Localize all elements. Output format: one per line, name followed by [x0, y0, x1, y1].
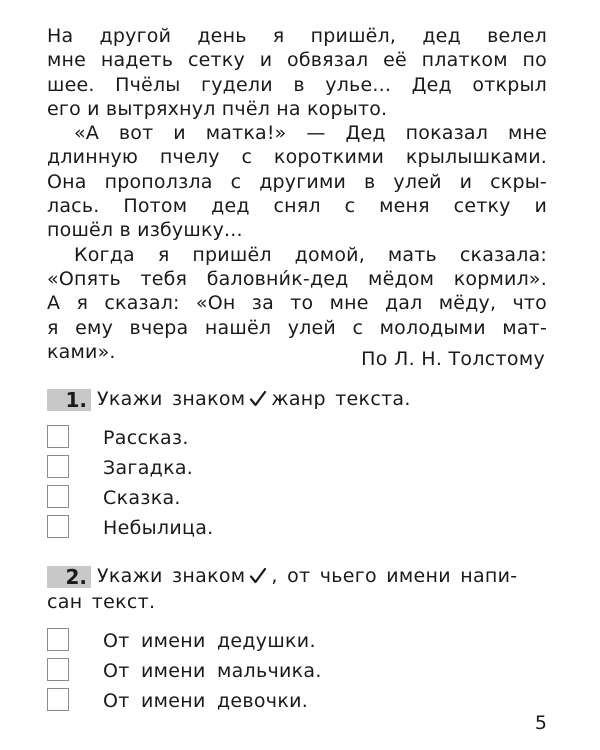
passage-line: «А вот и матка!» — Дед показал мне: [74, 122, 547, 145]
passage-line: Когда я пришёл домой, мать сказала:: [74, 243, 547, 266]
answer-option: [47, 484, 547, 514]
answer-checkbox[interactable]: [47, 515, 69, 538]
task-number-badge: 2.: [47, 566, 91, 588]
task-prompt: [97, 565, 517, 587]
page-number: 5: [534, 712, 547, 734]
passage-line: «Опять тебя баловни́к-дед мёдом кормил».: [47, 267, 547, 290]
answer-label: От имени мальчика.: [103, 660, 322, 682]
story-passage: [47, 24, 547, 364]
passage-line: мне надеть сетку и обвязал её платком по: [47, 49, 547, 72]
task-prompt-text: Укажи знаком: [97, 388, 246, 410]
passage-line: лась. Потом дед снял с меня сетку и: [47, 195, 547, 218]
passage-line: пошёл в избушку...: [47, 219, 243, 242]
passage-line: шее. Пчёлы гудели в улье... Дед открыл: [47, 73, 547, 96]
task-prompt: [97, 388, 411, 410]
answer-checkbox[interactable]: [47, 658, 69, 681]
answer-label: Сказка.: [103, 487, 181, 509]
passage-line: длинную пчелу с короткими крылышками.: [47, 146, 547, 169]
task-1-options: [47, 424, 547, 544]
task-2-heading: [47, 563, 547, 589]
task-prompt-text: жанр текста.: [271, 388, 411, 410]
answer-label: Рассказ.: [103, 427, 189, 449]
check-mark-icon: [249, 566, 267, 592]
author-attribution: По Л. Н. Толстому: [361, 348, 545, 370]
answer-label: Загадка.: [103, 457, 194, 479]
passage-line: его и вытряхнул пчёл на корыто.: [47, 97, 388, 120]
answer-checkbox[interactable]: [47, 425, 69, 448]
answer-checkbox[interactable]: [47, 485, 69, 508]
answer-option: [47, 424, 547, 454]
answer-checkbox[interactable]: [47, 628, 69, 651]
answer-option: [47, 687, 547, 717]
answer-option: [47, 454, 547, 484]
task-prompt-continuation: сан текст.: [47, 591, 156, 613]
task-prompt-text: , от чьего имени напи-: [271, 565, 518, 587]
answer-label: Небылица.: [103, 517, 214, 539]
answer-label: От имени девочки.: [103, 690, 309, 712]
answer-checkbox[interactable]: [47, 688, 69, 711]
answer-option: [47, 514, 547, 544]
passage-line: Она проползла с другими в улей и скры-: [47, 170, 547, 193]
task-prompt-text: Укажи знаком: [97, 565, 246, 587]
task-1-heading: [47, 386, 547, 412]
answer-checkbox[interactable]: [47, 455, 69, 478]
answer-label: От имени дедушки.: [103, 630, 316, 652]
passage-line: я ему вчера нашёл улей с молодыми мат-: [47, 316, 547, 339]
task-2-options: [47, 627, 547, 717]
task-number-badge: 1.: [47, 389, 91, 411]
passage-line: ками».: [47, 340, 116, 363]
task-2: [47, 563, 547, 717]
task-1: [47, 386, 547, 544]
answer-option: [47, 627, 547, 657]
passage-line: На другой день я пришёл, дед велел: [47, 25, 547, 47]
passage-line: А я сказал: «Он за то мне дал мёду, что: [47, 292, 547, 315]
check-mark-icon: [249, 389, 267, 415]
answer-option: [47, 657, 547, 687]
